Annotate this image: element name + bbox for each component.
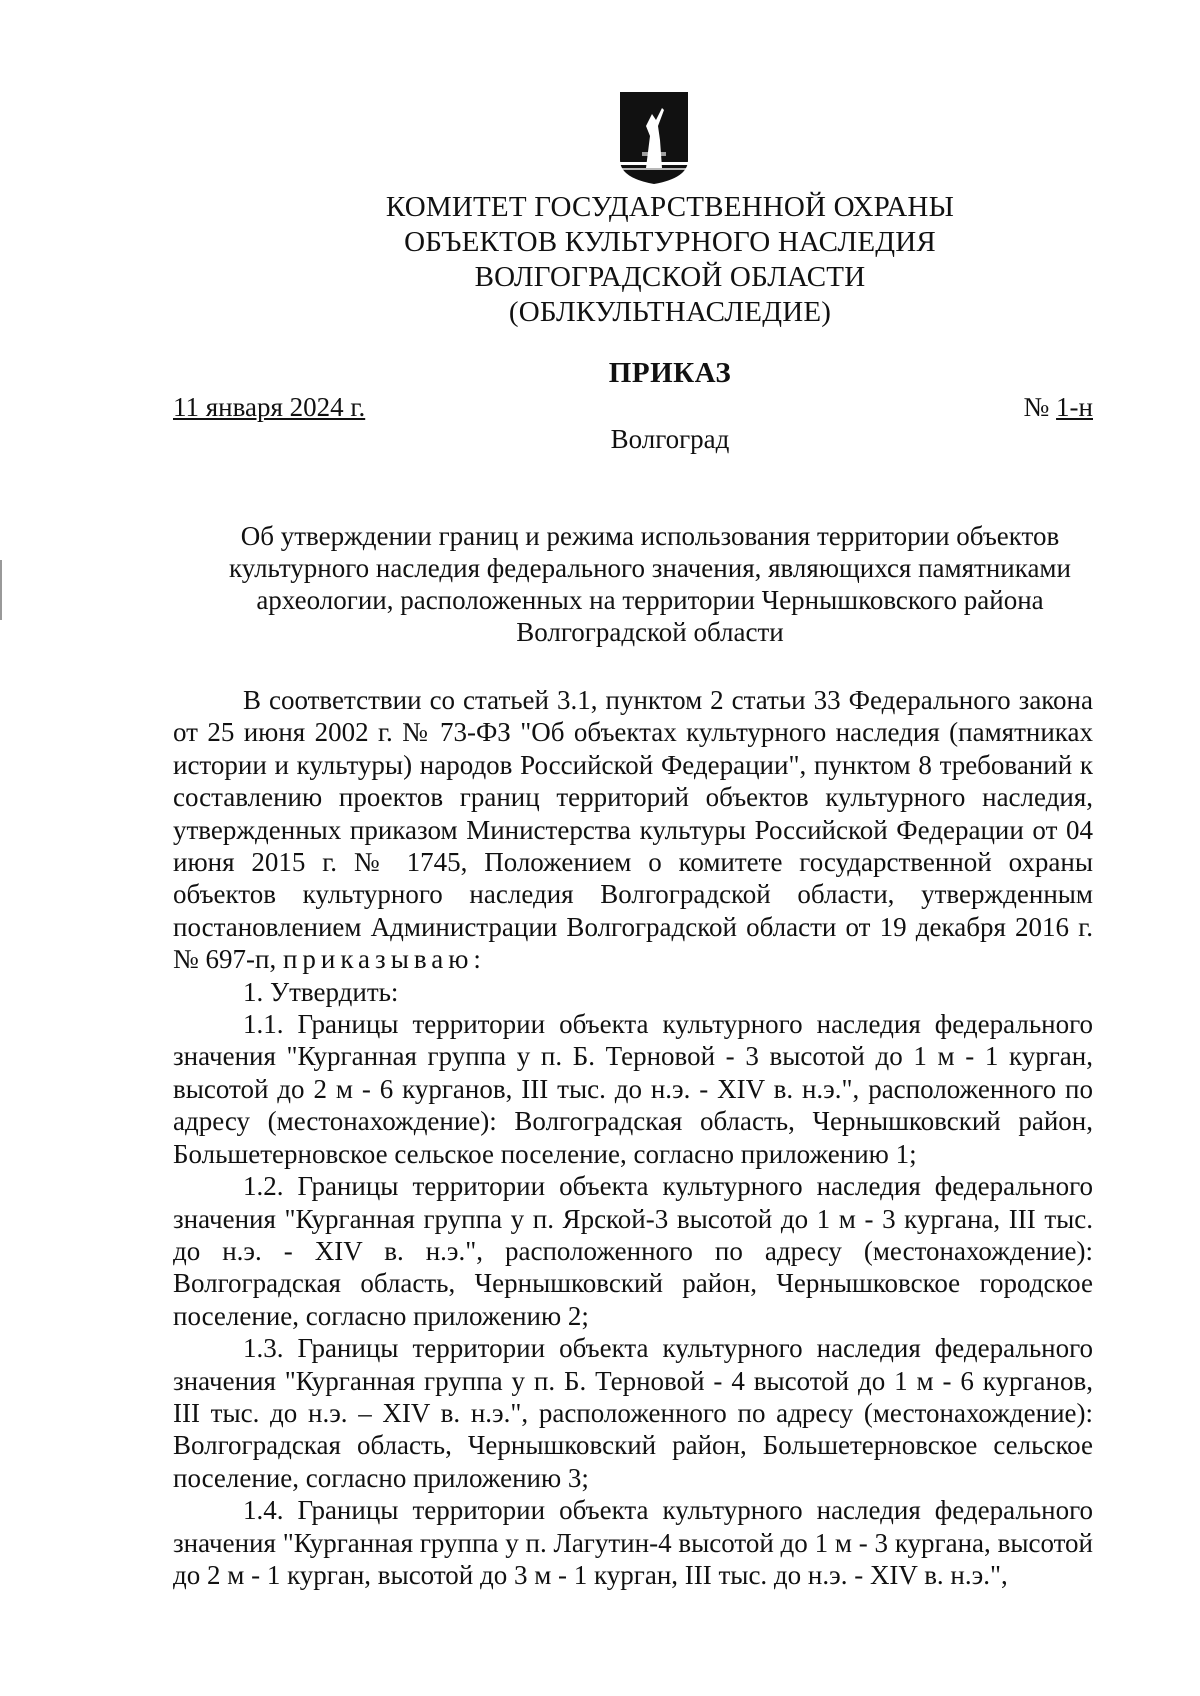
order-number [1024, 392, 1093, 423]
subject-line: археологии, расположенных на территории Чернышковского района [256, 585, 1044, 615]
scan-edge-mark [0, 560, 2, 620]
header-line: ОБЪЕКТОВ КУЛЬТУРНОГО НАСЛЕДИЯ [404, 226, 936, 258]
list-item: 1.2. Границы территории объекта культурного наследия федерального значения "Курганная группа у п. Ярской-3 высотой до 1 м - 3 кургана, III тыс. до н.э. - XIV в. н.э.", расположенного по адресу (местонахождение): Волгоградская область, Чернышковский район, Чернышковское городское поселение, согласно приложению 2; [173, 1171, 1093, 1331]
number-prefix: № [1023, 392, 1050, 422]
decree-word: приказываю: [282, 944, 486, 975]
order-body [173, 684, 1093, 1591]
order-meta-row [173, 392, 1093, 426]
number-value: 1-н [1056, 392, 1093, 422]
list-item: 1.3. Границы территории объекта культурного наследия федерального значения "Курганная группа у п. Б. Терновой - 4 высотой до 1 м - 6 курганов, III тыс. до н.э. – XIV в. н.э.", расположенного по адресу (местонахождение): Волгоградская область, Чернышковский район, Большетерновское сельское поселение, согласно приложению 3; [173, 1333, 1093, 1493]
list-item: 1.1. Границы территории объекта культурного наследия федерального значения "Курганная группа у п. Б. Терновой - 3 высотой до 1 м - 1 курган, высотой до 2 м - 6 курганов, III тыс. до н.э. - XIV в. н.э.", расположенного по адресу (местонахождение): Волгоградская область, Чернышковский район, Большетерновское сельское поселение, согласно приложению 1; [173, 1009, 1093, 1169]
order-city: Волгоград [610, 424, 730, 454]
header-line: (ОБЛКУЛЬТНАСЛЕДИЕ) [508, 296, 832, 328]
list-item: 1. Утвердить: [243, 976, 399, 1007]
preamble-paragraph [173, 684, 1093, 976]
header-line: КОМИТЕТ ГОСУДАРСТВЕННОЙ ОХРАНЫ [385, 191, 955, 223]
organization-header [250, 190, 1090, 330]
order-subject [210, 520, 1090, 648]
subject-line: Об утверждении границ и режима использования территории объектов [240, 521, 1060, 551]
order-date: 11 января 2024 г. [173, 392, 366, 422]
preamble-text: В соответствии со статьей 3.1, пунктом 2 статьи 33 Федерального закона от 25 июня 2002 г. № 73-ФЗ "Об объектах культурного наследия (памятниках истории и культуры) народов Российской Федерации", пунктом 8 требований к составлению проектов границ территорий объектов культурного наследия, утвержденных приказом Министерства культуры Российской Федерации от 04 июня 2015 г. № 1745, Положением о комитете государственной охраны объектов культурного наследия Волгоградской области, утвержденным постановлением Администрации Волгоградской области от 19 декабря 2016 г. № 697-п, [173, 685, 1093, 975]
subject-line: культурного наследия федерального значения, являющихся памятниками [229, 553, 1071, 583]
list-item: 1.4. Границы территории объекта культурного наследия федерального значения "Курганная группа у п. Лагутин-4 высотой до 1 м - 3 кургана, высотой до 2 м - 1 курган, высотой до 3 м - 1 курган, III тыс. до н.э. - XIV в. н.э.", [173, 1495, 1093, 1590]
coat-of-arms-emblem [616, 90, 692, 186]
subject-line: Волгоградской области [516, 617, 784, 647]
order-title: ПРИКАЗ [608, 357, 732, 389]
header-line: ВОЛГОГРАДСКОЙ ОБЛАСТИ [474, 261, 866, 293]
